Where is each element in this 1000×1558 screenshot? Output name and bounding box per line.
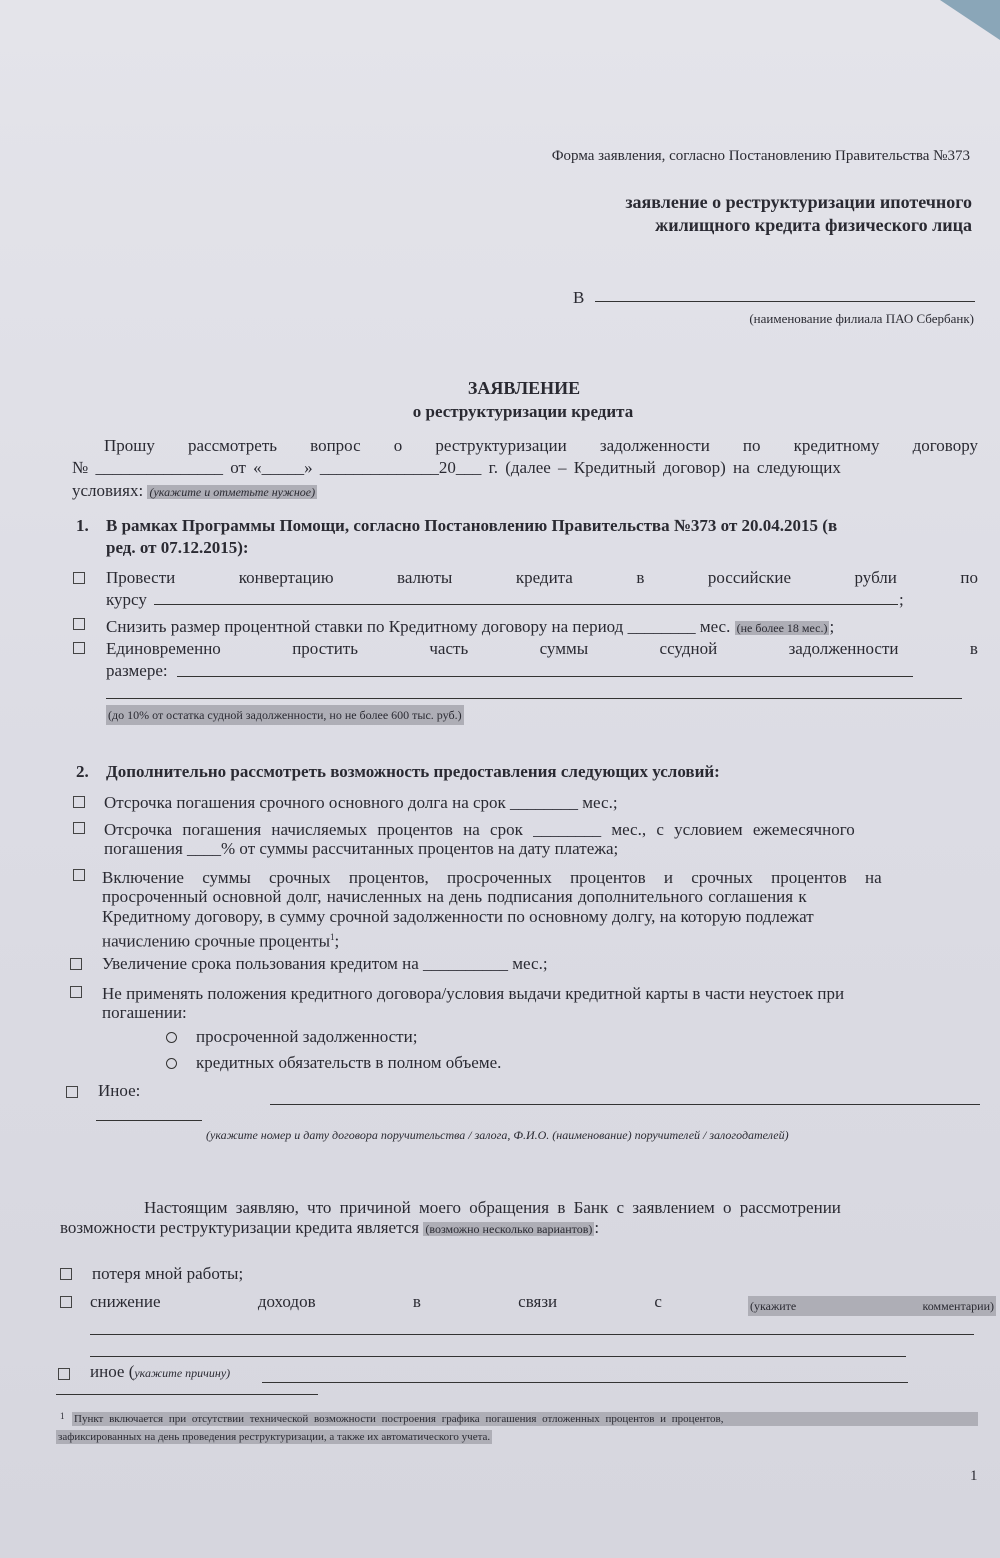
section1-opt1-line1 [106,568,978,588]
section2-other-field2[interactable] [96,1120,202,1121]
reason-opt1: потеря мной работы; [92,1264,244,1283]
section2-opt3-line4-text: начислению срочные проценты [102,931,330,951]
reason-line2 [60,1218,599,1239]
intro-conditions-label: условиях: [72,481,144,500]
opt-word: задолженности [788,639,899,658]
opt-word: в [969,639,978,658]
reason-opt2-field2[interactable] [90,1356,906,1357]
branch-name-field[interactable] [595,301,975,302]
section2-opt2-line1[interactable]: Отсрочка погашения начисляемых процентов на срок ________ мес., с условием ежемесячного [104,820,855,839]
reason-opt2-checkbox[interactable] [60,1296,72,1308]
page-corner [940,0,1000,40]
intro-word: рассмотреть [188,436,278,455]
document-subtitle: о реструктуризации кредита [412,402,634,421]
opt-word: по [960,568,978,587]
opt-word: Единовременно [106,639,221,658]
reason-opt2-words [90,1292,662,1312]
opt-word: простить [292,639,358,658]
section1-opt2-text: Снизить размер процентной ставки по Кредитному договору на период ________ мес. [106,617,731,636]
section2-opt4-checkbox[interactable] [70,958,82,970]
bullet-icon [166,1032,177,1043]
branch-prefix: В [573,288,585,307]
section2-opt3-line3: Кредитному договору, в сумму срочной задолженности по основному долгу, на которую подлежат [102,907,814,926]
form-reference: Форма заявления, согласно Постановлению Правительства №373 [551,148,970,164]
opt-word: суммы [539,639,589,658]
opt-word: конвертацию [238,568,334,587]
section2-number: 2. [76,762,89,781]
section1-opt1-rate-label: курсу [106,590,147,609]
reason-line2-text: возможности реструктуризации кредита является [60,1218,420,1237]
section1-opt1-rate-field[interactable] [154,604,898,605]
opt-word: в [636,568,645,587]
section1-opt1-checkbox[interactable] [73,572,85,584]
section1-opt3-hint: (до 10% от остатка судной задолженности, но не более 600 тыс. руб.) [106,705,464,725]
reason-line2-hint: (возможно несколько вариантов) [425,1222,593,1236]
intro-line1 [104,436,978,456]
section1-heading-line2: ред. от 07.12.2015): [106,538,249,557]
intro-word: кредитному [793,436,880,455]
section2-opt3-line2: просроченный основной долг, начисленных на день подписания дополнительного соглашения к [102,887,807,906]
section1-opt3-checkbox[interactable] [73,642,85,654]
section2-opt2-line2[interactable]: погашения ____% от суммы рассчитанных процентов на дату платежа; [104,839,619,858]
reason-word: с [654,1292,662,1311]
section2-opt4[interactable]: Увеличение срока пользования кредитом на __________ мес.; [102,954,548,973]
intro-word: о [393,436,403,455]
reason-opt2-hint [748,1296,996,1316]
footnote-ref: 1 [330,932,335,942]
section2-sub2: кредитных обязательств в полном объеме. [196,1053,502,1072]
section2-other-checkbox[interactable] [66,1086,78,1098]
reason-word: связи [518,1292,558,1311]
section2-opt5-line1: Не применять положения кредитного договора/условия выдачи кредитной карты в части неустоек при [102,984,845,1003]
reason-line2-end: : [594,1218,600,1237]
reason-opt2-hint-a: (укажите [750,1299,797,1313]
intro-line3 [72,481,317,502]
section2-opt5-checkbox[interactable] [70,986,82,998]
opt-word: ссудной [659,639,718,658]
section1-heading-line1: В рамках Программы Помощи, согласно Постановлению Правительства №373 от 20.04.2015 (в [106,516,838,535]
section1-opt2-checkbox[interactable] [73,618,85,630]
reason-opt3-hint: укажите причину) [134,1366,231,1380]
section1-opt3-amount-field[interactable] [177,676,913,677]
footnote-mark: 1 [60,1411,65,1421]
reason-opt3-field[interactable] [262,1382,908,1383]
opt-word: рубли [854,568,897,587]
section2-other-hint: (укажите номер и дату договора поручительства / залога, Ф.И.О. (наименование) поручителей / залогодателей) [206,1128,789,1142]
reason-opt3-field2[interactable] [56,1394,318,1395]
section2-opt3-line4 [102,927,339,952]
section2-opt3-end: ; [334,931,340,951]
intro-word: задолженности [599,436,710,455]
section2-opt2-checkbox[interactable] [73,822,85,834]
reason-opt1-checkbox[interactable] [60,1268,72,1280]
section2-heading: Дополнительно рассмотреть возможность предоставления следующих условий: [106,762,720,781]
reason-opt3-text: иное ( [90,1362,135,1381]
intro-word: по [742,436,761,455]
reason-word: снижение [90,1292,161,1311]
intro-word: Прошу [104,436,155,455]
intro-word: реструктуризации [435,436,567,455]
intro-line2[interactable]: № _______________ от «_____» ______________20___ г. (далее – Кредитный договор) на следующих [72,458,841,477]
section2-other-label: Иное: [98,1081,141,1100]
section2-opt3-line1: Включение суммы срочных процентов, просроченных процентов и срочных процентов на [102,868,882,887]
section2-other-field[interactable] [270,1104,980,1105]
section1-opt1-end: ; [899,590,904,609]
opt-word: часть [429,639,469,658]
opt-word: валюты [397,568,453,587]
section1-opt2-end: ; [829,617,835,636]
section2-opt3-checkbox[interactable] [73,869,85,881]
reason-word: доходов [257,1292,316,1311]
reason-opt3-checkbox[interactable] [58,1368,70,1380]
section2-opt1-checkbox[interactable] [73,796,85,808]
opt-word: кредита [515,568,573,587]
form-title-line1: заявление о реструктуризации ипотечного [625,192,972,212]
section1-opt2[interactable] [106,617,834,638]
reason-opt2-hint-b: комментарии) [922,1299,994,1313]
footnote-line1: Пункт включается при отсутствии технической возможности построения графика погашения отложенных процентов и процентов, [72,1412,978,1426]
opt-word: российские [707,568,792,587]
reason-line1: Настоящим заявляю, что причиной моего обращения в Банк с заявлением о рассмотрении [144,1198,841,1217]
intro-word: вопрос [310,436,361,455]
section1-number: 1. [76,516,89,535]
form-title-line2: жилищного кредита физического лица [655,215,972,235]
intro-conditions-hint: (укажите и отметьте нужное) [149,485,316,499]
reason-word: в [412,1292,421,1311]
branch-hint: (наименование филиала ПАО Сбербанк) [749,311,974,326]
section1-opt3-line1 [106,639,978,659]
section2-opt1[interactable]: Отсрочка погашения срочного основного долга на срок ________ мес.; [104,793,618,812]
section1-opt2-hint: (не более 18 мес.) [736,621,828,635]
page-number: 1 [970,1468,978,1484]
reason-opt3 [90,1362,230,1383]
reason-opt2-field[interactable] [90,1334,974,1335]
document-title: ЗАЯВЛЕНИЕ [467,378,581,398]
intro-word: договору [912,436,978,455]
section2-sub1: просроченной задолженности; [196,1027,418,1046]
section1-opt3-amount-label: размере: [106,661,168,680]
section1-opt3-amount-field2[interactable] [106,698,962,699]
footnote-line2: зафиксированных на день проведения реструктуризации, а также их автоматического учета. [58,1431,491,1443]
section2-opt5-line2: погашении: [102,1003,187,1022]
opt-word: Провести [106,568,176,587]
bullet-icon [166,1058,177,1069]
